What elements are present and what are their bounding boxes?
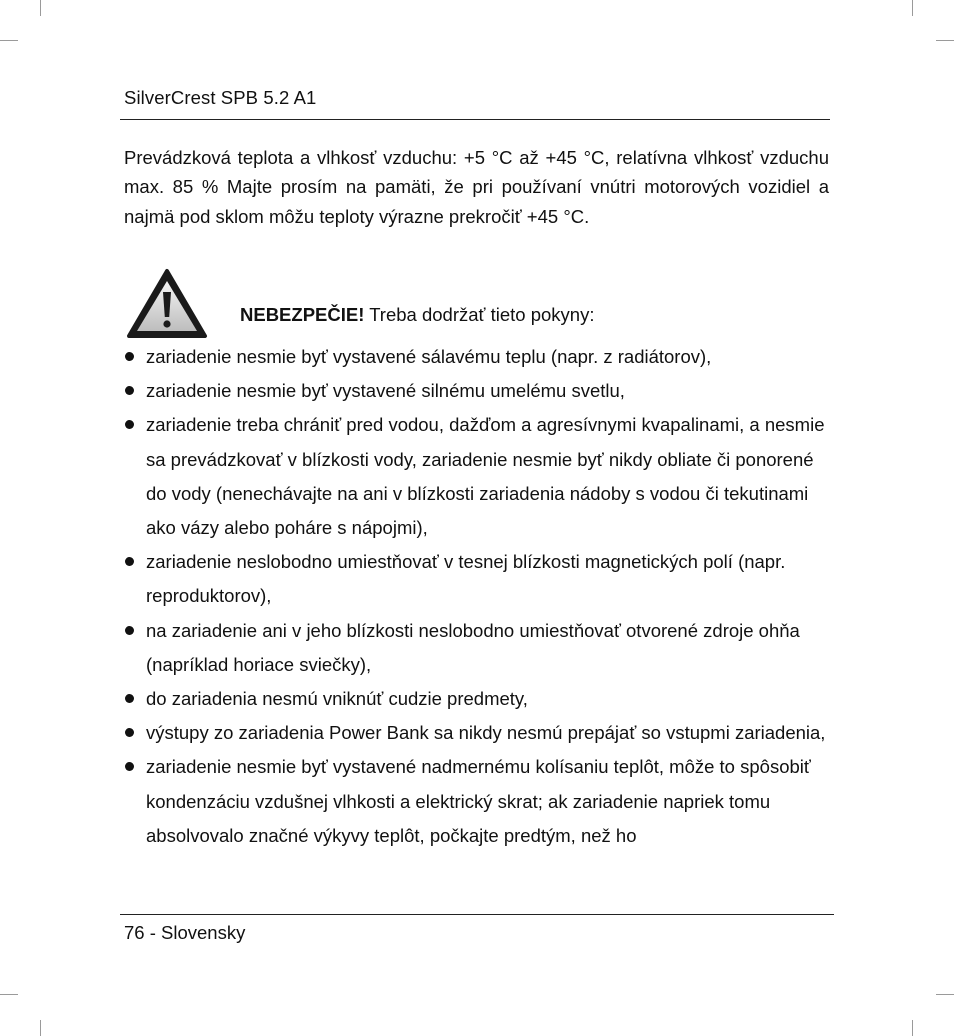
list-item [124, 545, 834, 613]
warning-triangle-icon [126, 268, 208, 340]
list-item [124, 682, 834, 716]
header-rule [120, 119, 830, 120]
crop-mark [0, 40, 18, 41]
list-item [124, 340, 834, 374]
bullet-dot-icon [125, 626, 134, 635]
crop-mark [936, 994, 954, 995]
warning-label: NEBEZPEČIE! [240, 304, 365, 325]
intro-paragraph: Prevádzková teplota a vlhkosť vzduchu: +5 °C až +45 °C, relatívna vlhkosť vzduchu max. 85 % Majte prosím na pamäti, že pri používaní vnútri motorových vozidiel a najmä pod sklom môžu teploty výrazne prekročiť +45 °C. [124, 147, 829, 227]
warning-text: Treba dodržať tieto pokyny: [364, 304, 595, 325]
list-item-text: zariadenie treba chrániť pred vodou, dažďom a agresívnymi kvapalinami, a nesmie sa prevádzkovať v blízkosti vody, zariadenie nesmie byť nikdy obliate či ponorené do vody (nenechávajte na ani v blízkosti zariadenia nádoby s vodou či tekutinami ako vázy alebo poháre s nápojmi), [146, 414, 825, 539]
footer-rule [120, 914, 834, 915]
warning-heading [240, 304, 594, 326]
list-item [124, 750, 834, 853]
crop-mark [40, 1020, 41, 1036]
list-item [124, 374, 834, 408]
bullet-dot-icon [125, 762, 134, 771]
bullet-dot-icon [125, 728, 134, 737]
list-item-text: do zariadenia nesmú vniknúť cudzie predmety, [146, 688, 528, 710]
list-item-text: výstupy zo zariadenia Power Bank sa nikdy nesmú prepájať so vstupmi zariadenia, [146, 722, 826, 744]
list-item-text: zariadenie nesmie byť vystavené nadmernému kolísaniu teplôt, môže to spôsobiť kondenzáciu vzdušnej vlhkosti a elektrický skrat; ak zariadenie napriek tomu absolvovalo značné výkyvy teplôt, počkajte predtým, než ho [146, 756, 811, 846]
crop-mark [936, 40, 954, 41]
page-footer-text: 76 - Slovensky [124, 922, 246, 943]
crop-mark [40, 0, 41, 16]
list-item-text: na zariadenie ani v jeho blízkosti neslobodno umiestňovať otvorené zdroje ohňa (napríklad horiace sviečky), [146, 619, 800, 675]
bullet-dot-icon [125, 694, 134, 703]
crop-mark [912, 0, 913, 16]
bullet-dot-icon [125, 557, 134, 566]
list-item-text: zariadenie neslobodno umiestňovať v tesnej blízkosti magnetických polí (napr. reproduktorov), [146, 551, 786, 607]
bullet-dot-icon [125, 420, 134, 429]
list-item-text: zariadenie nesmie byť vystavené sálavému teplu (napr. z radiátorov), [146, 346, 712, 367]
safety-instructions-list [124, 340, 834, 853]
list-item [124, 408, 834, 545]
list-item-text: zariadenie nesmie byť vystavené silnému umelému svetlu, [146, 380, 625, 402]
page-header-title: SilverCrest SPB 5.2 A1 [124, 87, 317, 108]
crop-mark [912, 1020, 913, 1036]
list-item [124, 716, 834, 750]
list-item [124, 614, 834, 682]
bullet-dot-icon [125, 352, 134, 361]
bullet-dot-icon [125, 386, 134, 395]
crop-mark [0, 994, 18, 995]
